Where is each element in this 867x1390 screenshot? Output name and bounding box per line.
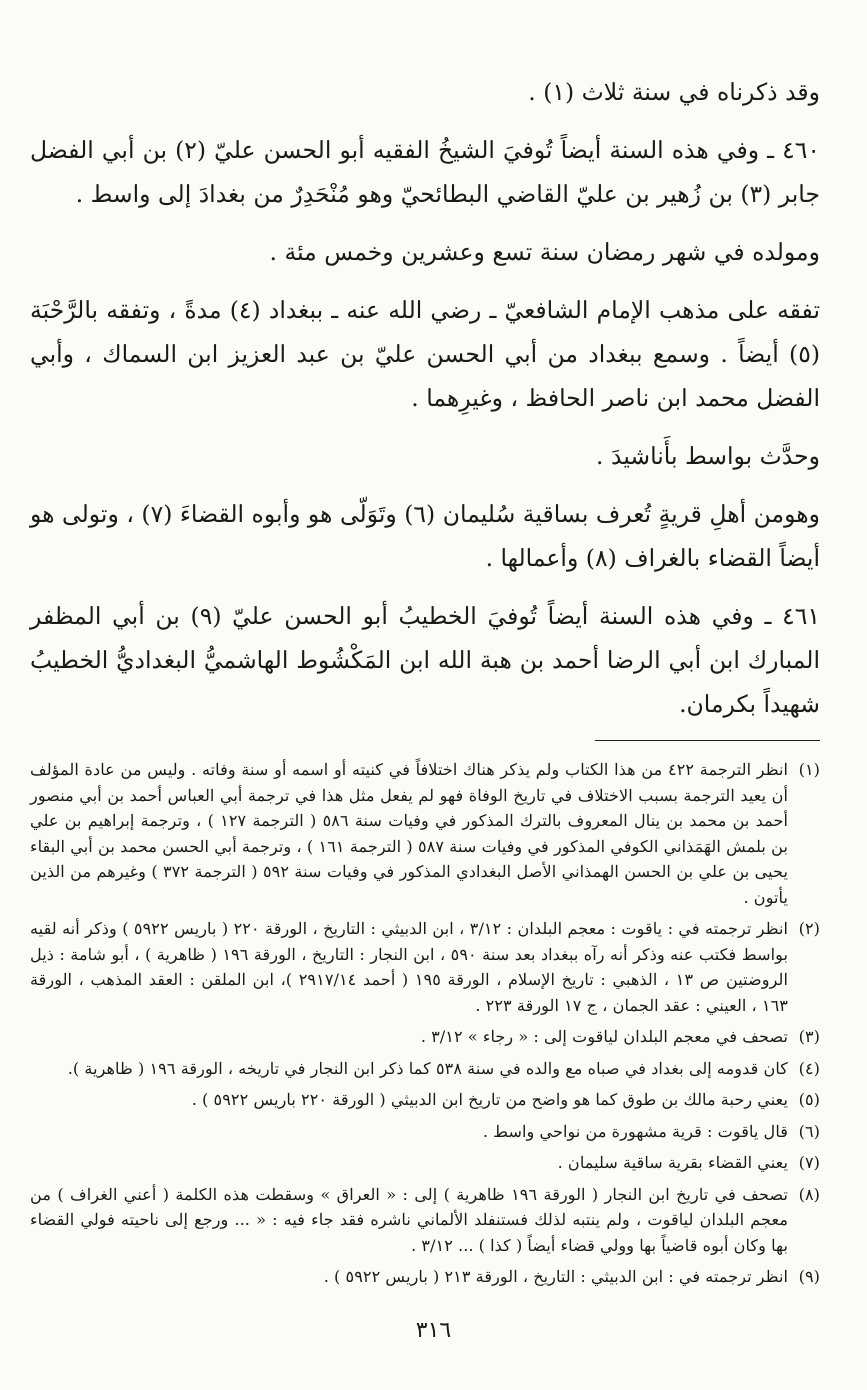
footnote-text: كان قدومه إلى بغداد في صباه مع والده في سنة ٥٣٨ كما ذكر ابن النجار في تاريخه ، الورقة ١٩٦ ( ظاهرية ).	[67, 1058, 788, 1078]
footnote	[30, 1119, 820, 1145]
paragraph: ومولده في شهر رمضان سنة تسع وعشرين وخمس مئة .	[269, 238, 820, 266]
footnote-number: (١)	[798, 760, 820, 779]
footnote-text: انظر الترجمة ٤٢٢ من هذا الكتاب ولم يذكر هناك اختلافاً في كنيته أو اسمه أو سنة وفاته . وليس من عادة المؤلف أن يعيد الترجمة بسبب الاختلاف في تاريخ الوفاة فهو لم يفعل مثل هذا في ترجمة أبي العباس أحمد بن أبي منصور أحمد بن محمد بن ينال المعروف بالترك المذكور في وفيات سنة ٥٨٦ ( الترجمة ١٢٧ ) ، وترجمة إبراهيم بن علي بن بلمش الهَمَذاني الكوفي المذكور في وفيات سنة ٥٨٧ ( الترجمة ١٦١ ) ، وترجمة أبي الحسن محمد بن أبي البقاء يحيى بن علي بن الحسن الهمذاني الأصل البغدادي المذكور في وفيات سنة ٥٩٢ ( الترجمة ٣٧٢ ) وغيرهم من الذين يأتون .	[30, 760, 789, 907]
footnote	[30, 1024, 820, 1050]
footnote-number: (٩)	[798, 1267, 820, 1286]
footnote-number: (٣)	[798, 1027, 820, 1046]
footnote	[30, 1150, 820, 1176]
footnote-text: يعني رحبة مالك بن طوق كما هو واضح من تاريخ ابن الدبيثي ( الورقة ٢٢٠ باريس ٥٩٢٢ ) .	[191, 1090, 788, 1109]
paragraph: تفقه على مذهب الإمام الشافعيّ ـ رضي الله عنه ـ ببغداد (٤) مدةً ، وتفقه بالرَّحْبَة (٥) أيضاً . وسمع ببغداد من أبي الحسن عليّ بن عبد العزيز ابن السماك ، وأبي الفضل محمد ابن ناصر الحافظ ، وغيرِهما .	[30, 296, 820, 412]
footnote-number: (٦)	[798, 1121, 820, 1141]
footnote	[30, 1182, 820, 1259]
paragraph: ٤٦٠ ـ وفي هذه السنة أيضاً تُوفيَ الشيخُ الفقيه أبو الحسن عليّ (٢) بن أبي الفضل جابر (٣) بن زُهير بن عليّ القاضي البطائحيّ وهو مُنْحَدِرٌ من بغدادَ إلى واسط .	[30, 136, 820, 208]
paragraph: ٤٦١ ـ وفي هذه السنة أيضاً تُوفيَ الخطيبُ أبو الحسن عليّ (٩) بن أبي المظفر المبارك ابن أبي الرضا أحمد بن هبة الله ابن المَكْشُوط الهاشميُّ البغداديُّ الخطيبُ شهيداً بكرمان.	[30, 602, 820, 718]
paragraph: وهومن أهلِ قريةٍ تُعرف بساقية سُليمان (٦) وتَوَلّى هو وأبوه القضاءَ (٧) ، وتولى هو أيضاً القضاء بالغراف (٨) وأعمالها .	[30, 500, 820, 572]
footnote-number: (٥)	[798, 1090, 820, 1109]
footnote	[30, 1087, 820, 1113]
footnotes	[30, 757, 820, 1290]
main-text	[30, 70, 820, 726]
footnote-divider	[595, 740, 820, 741]
footnote	[30, 1056, 820, 1082]
footnote-text: قال ياقوت : قرية مشهورة من نواحي واسط .	[482, 1121, 788, 1141]
footnote-text: انظر ترجمته في : ياقوت : معجم البلدان : ٣/١٢ ، ابن الدبيثي : التاريخ ، الورقة ٢٢٠ ( باريس ٥٩٢٢ ) وذكر أنه لقيه بواسط فكتب عنه وذكر أنه رآه ببغداد بعد سنة ٥٩٠ ، ابن النجار : التاريخ ، الورقة ١٩٦ ( ظاهرية ) ، أبو شامة : ذيل الروضتين ص ١٣ ، الذهبي : تاريخ الإسلام ، الورقة ١٩٥ ( أحمد ٢٩١٧/١٤ )، ابن الملقن : العقد المذهب ، الورقة ١٦٣ ، العيني : عقد الجمان ، ج ١٧ الورقة ٢٢٣ .	[30, 919, 789, 1015]
footnote-number: (٨)	[798, 1184, 820, 1204]
page-number: ٣١٦	[415, 1318, 452, 1343]
book-page	[30, 70, 820, 1370]
footnote	[30, 1264, 820, 1290]
footnote-text: يعني القضاء بقرية ساقية سليمان .	[557, 1153, 788, 1172]
footnote	[30, 757, 820, 910]
paragraph: وحدَّث بواسط بأَناشيدَ .	[596, 442, 820, 470]
footnote-number: (٤)	[798, 1058, 820, 1078]
footnote-text: تصحف في تاريخ ابن النجار ( الورقة ١٩٦ ظاهرية ) إلى : « العراق » وسقطت هذه الكلمة ( أعني الغراف ) من معجم البلدان لياقوت ، ولم ينتبه لذلك فستنفلد الألماني ناشره فقد جاء فيه : « ... ورجع إلى ناحيته فولي القضاء بها وكان أبوه قاضياً بها وولي قضاء أيضاً ( كذا ) ... ٣/١٢ .	[30, 1184, 788, 1255]
footnote-text: انظر ترجمته في : ابن الدبيثي : التاريخ ، الورقة ٢١٣ ( باريس ٥٩٢٢ ) .	[323, 1267, 788, 1286]
footnote	[30, 916, 820, 1018]
paragraph: وقد ذكرناه في سنة ثلاث (١) .	[528, 78, 820, 106]
footnote-number: (٧)	[798, 1153, 820, 1172]
footnote-text: تصحف في معجم البلدان لياقوت إلى : « رجاء » ٣/١٢ .	[420, 1027, 788, 1046]
footnote-number: (٢)	[798, 919, 820, 938]
